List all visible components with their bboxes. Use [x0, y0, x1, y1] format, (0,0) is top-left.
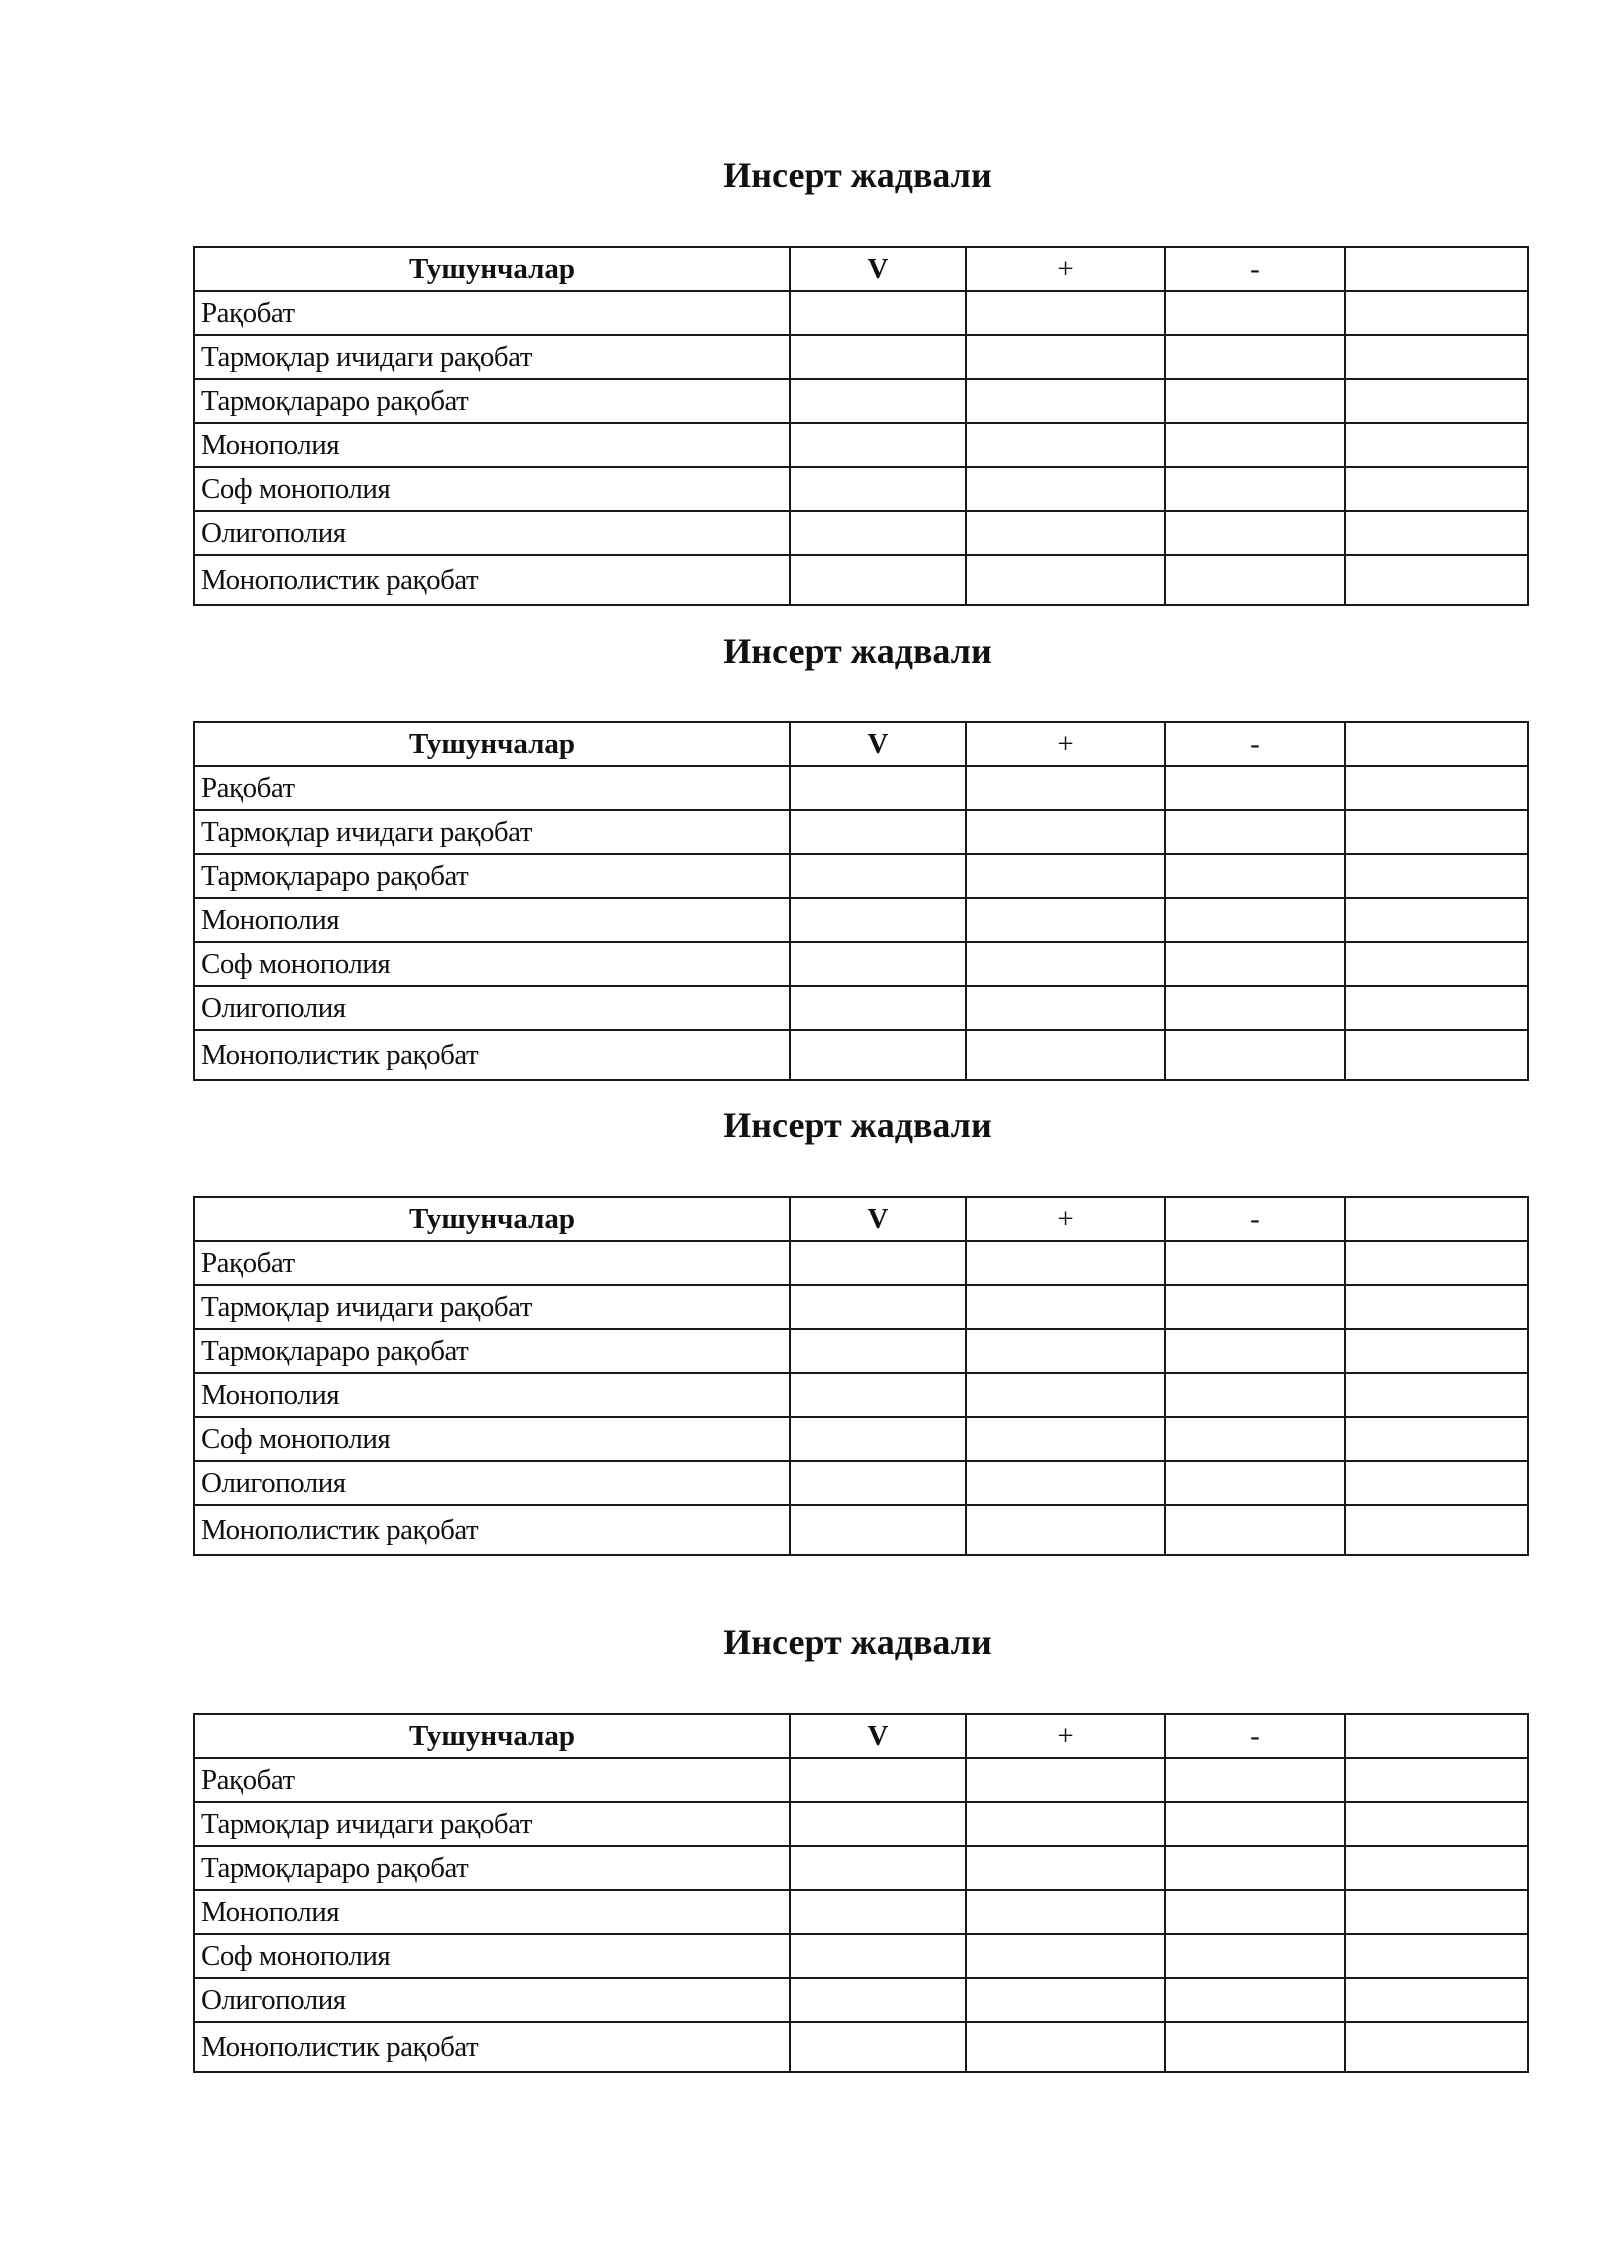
insert-table-title: Инсерт жадвали — [723, 1622, 992, 1662]
table-row — [194, 898, 1528, 942]
header-plus: + — [966, 247, 1165, 291]
insert-table — [193, 721, 1529, 1081]
minus-cell[interactable] — [1165, 1802, 1345, 1846]
minus-cell[interactable] — [1165, 335, 1345, 379]
check-cell[interactable] — [790, 766, 966, 810]
table-row — [194, 379, 1528, 423]
term-cell: Тармоқлар ичидаги рақобат — [194, 810, 790, 854]
check-cell[interactable] — [790, 467, 966, 511]
question-cell[interactable] — [1345, 1241, 1528, 1285]
table-row — [194, 1417, 1528, 1461]
plus-cell[interactable] — [966, 1417, 1165, 1461]
term-cell: Монополистик рақобат — [194, 555, 790, 605]
minus-cell[interactable] — [1165, 854, 1345, 898]
insert-table — [193, 246, 1529, 606]
minus-cell[interactable] — [1165, 1505, 1345, 1555]
term-cell: Тармоқлараро рақобат — [194, 854, 790, 898]
header-question — [1345, 1197, 1528, 1241]
table-row — [194, 1329, 1528, 1373]
plus-cell[interactable] — [966, 511, 1165, 555]
minus-cell[interactable] — [1165, 511, 1345, 555]
insert-table-title: Инсерт жадвали — [723, 1105, 992, 1145]
check-cell[interactable] — [790, 810, 966, 854]
plus-cell[interactable] — [966, 854, 1165, 898]
term-cell: Олигополия — [194, 986, 790, 1030]
plus-cell[interactable] — [966, 1285, 1165, 1329]
header-check: V — [790, 247, 966, 291]
minus-cell[interactable] — [1165, 1241, 1345, 1285]
table-row — [194, 986, 1528, 1030]
term-cell: Монополия — [194, 898, 790, 942]
term-cell: Олигополия — [194, 1978, 790, 2022]
question-cell[interactable] — [1345, 291, 1528, 335]
table-row — [194, 555, 1528, 605]
minus-cell[interactable] — [1165, 1978, 1345, 2022]
check-cell[interactable] — [790, 291, 966, 335]
minus-cell[interactable] — [1165, 1461, 1345, 1505]
insert-table — [193, 1713, 1529, 2073]
check-cell[interactable] — [790, 1285, 966, 1329]
term-cell: Олигополия — [194, 1461, 790, 1505]
check-cell[interactable] — [790, 1505, 966, 1555]
header-question — [1345, 1714, 1528, 1758]
check-cell[interactable] — [790, 2022, 966, 2072]
term-cell: Тармоқлараро рақобат — [194, 1846, 790, 1890]
question-cell[interactable] — [1345, 1461, 1528, 1505]
header-minus: - — [1165, 1714, 1345, 1758]
plus-cell[interactable] — [966, 1505, 1165, 1555]
question-cell[interactable] — [1345, 1030, 1528, 1080]
term-cell: Тармоқлар ичидаги рақобат — [194, 1285, 790, 1329]
question-cell[interactable] — [1345, 1505, 1528, 1555]
term-cell: Соф монополия — [194, 467, 790, 511]
table-header-row — [194, 1714, 1528, 1758]
minus-cell[interactable] — [1165, 291, 1345, 335]
table-row — [194, 1802, 1528, 1846]
question-cell[interactable] — [1345, 423, 1528, 467]
table-row — [194, 511, 1528, 555]
check-cell[interactable] — [790, 1846, 966, 1890]
minus-cell[interactable] — [1165, 1758, 1345, 1802]
question-cell[interactable] — [1345, 1890, 1528, 1934]
term-cell: Монополистик рақобат — [194, 1030, 790, 1080]
plus-cell[interactable] — [966, 1461, 1165, 1505]
header-check: V — [790, 1197, 966, 1241]
plus-cell[interactable] — [966, 1329, 1165, 1373]
plus-cell[interactable] — [966, 335, 1165, 379]
question-cell[interactable] — [1345, 1758, 1528, 1802]
question-cell[interactable] — [1345, 1373, 1528, 1417]
term-cell: Тармоқлараро рақобат — [194, 379, 790, 423]
table-row — [194, 291, 1528, 335]
plus-cell[interactable] — [966, 467, 1165, 511]
question-cell[interactable] — [1345, 1934, 1528, 1978]
question-cell[interactable] — [1345, 511, 1528, 555]
minus-cell[interactable] — [1165, 986, 1345, 1030]
header-plus: + — [966, 1197, 1165, 1241]
header-question — [1345, 247, 1528, 291]
plus-cell[interactable] — [966, 1241, 1165, 1285]
question-cell[interactable] — [1345, 2022, 1528, 2072]
table-row — [194, 1505, 1528, 1555]
plus-cell[interactable] — [966, 1758, 1165, 1802]
check-cell[interactable] — [790, 1241, 966, 1285]
question-cell[interactable] — [1345, 335, 1528, 379]
minus-cell[interactable] — [1165, 898, 1345, 942]
term-cell: Рақобат — [194, 766, 790, 810]
question-cell[interactable] — [1345, 555, 1528, 605]
term-cell: Монополия — [194, 1373, 790, 1417]
term-cell: Рақобат — [194, 291, 790, 335]
table-header-row — [194, 247, 1528, 291]
minus-cell[interactable] — [1165, 1285, 1345, 1329]
check-cell[interactable] — [790, 335, 966, 379]
table-row — [194, 1758, 1528, 1802]
question-cell[interactable] — [1345, 379, 1528, 423]
table-row — [194, 1241, 1528, 1285]
table-row — [194, 1030, 1528, 1080]
header-check: V — [790, 722, 966, 766]
question-cell[interactable] — [1345, 810, 1528, 854]
table-row — [194, 423, 1528, 467]
table-row — [194, 810, 1528, 854]
question-cell[interactable] — [1345, 942, 1528, 986]
check-cell[interactable] — [790, 1890, 966, 1934]
question-cell[interactable] — [1345, 766, 1528, 810]
minus-cell[interactable] — [1165, 1329, 1345, 1373]
question-cell[interactable] — [1345, 986, 1528, 1030]
table-row — [194, 1846, 1528, 1890]
minus-cell[interactable] — [1165, 467, 1345, 511]
plus-cell[interactable] — [966, 942, 1165, 986]
check-cell[interactable] — [790, 1978, 966, 2022]
check-cell[interactable] — [790, 1030, 966, 1080]
header-minus: - — [1165, 722, 1345, 766]
plus-cell[interactable] — [966, 1890, 1165, 1934]
question-cell[interactable] — [1345, 898, 1528, 942]
check-cell[interactable] — [790, 1802, 966, 1846]
check-cell[interactable] — [790, 1417, 966, 1461]
minus-cell[interactable] — [1165, 766, 1345, 810]
term-cell: Олигополия — [194, 511, 790, 555]
minus-cell[interactable] — [1165, 1846, 1345, 1890]
minus-cell[interactable] — [1165, 379, 1345, 423]
table-row — [194, 1978, 1528, 2022]
insert-table-title: Инсерт жадвали — [723, 155, 992, 195]
header-concepts: Тушунчалар — [194, 247, 790, 291]
minus-cell[interactable] — [1165, 1934, 1345, 1978]
check-cell[interactable] — [790, 898, 966, 942]
term-cell: Монополистик рақобат — [194, 2022, 790, 2072]
question-cell[interactable] — [1345, 1329, 1528, 1373]
question-cell[interactable] — [1345, 1285, 1528, 1329]
plus-cell[interactable] — [966, 810, 1165, 854]
header-plus: + — [966, 722, 1165, 766]
header-check: V — [790, 1714, 966, 1758]
minus-cell[interactable] — [1165, 423, 1345, 467]
minus-cell[interactable] — [1165, 1030, 1345, 1080]
plus-cell[interactable] — [966, 1978, 1165, 2022]
table-row — [194, 1934, 1528, 1978]
header-question — [1345, 722, 1528, 766]
table-row — [194, 942, 1528, 986]
plus-cell[interactable] — [966, 1802, 1165, 1846]
check-cell[interactable] — [790, 1934, 966, 1978]
term-cell: Рақобат — [194, 1241, 790, 1285]
plus-cell[interactable] — [966, 423, 1165, 467]
table-header-row — [194, 722, 1528, 766]
check-cell[interactable] — [790, 1758, 966, 1802]
plus-cell[interactable] — [966, 1373, 1165, 1417]
plus-cell[interactable] — [966, 291, 1165, 335]
table-row — [194, 1890, 1528, 1934]
check-cell[interactable] — [790, 1461, 966, 1505]
plus-cell[interactable] — [966, 1934, 1165, 1978]
term-cell: Соф монополия — [194, 1934, 790, 1978]
table-row — [194, 2022, 1528, 2072]
check-cell[interactable] — [790, 379, 966, 423]
plus-cell[interactable] — [966, 898, 1165, 942]
insert-table-title: Инсерт жадвали — [723, 631, 992, 671]
check-cell[interactable] — [790, 555, 966, 605]
term-cell: Соф монополия — [194, 1417, 790, 1461]
term-cell: Тармоқлараро рақобат — [194, 1329, 790, 1373]
plus-cell[interactable] — [966, 379, 1165, 423]
term-cell: Монополия — [194, 1890, 790, 1934]
header-plus: + — [966, 1714, 1165, 1758]
header-concepts: Тушунчалар — [194, 1197, 790, 1241]
check-cell[interactable] — [790, 1373, 966, 1417]
table-row — [194, 1373, 1528, 1417]
question-cell[interactable] — [1345, 1802, 1528, 1846]
header-concepts: Тушунчалар — [194, 1714, 790, 1758]
minus-cell[interactable] — [1165, 555, 1345, 605]
term-cell: Монополистик рақобат — [194, 1505, 790, 1555]
table-row — [194, 1285, 1528, 1329]
minus-cell[interactable] — [1165, 810, 1345, 854]
term-cell: Соф монополия — [194, 942, 790, 986]
check-cell[interactable] — [790, 511, 966, 555]
table-row — [194, 335, 1528, 379]
table-row — [194, 1461, 1528, 1505]
minus-cell[interactable] — [1165, 2022, 1345, 2072]
plus-cell[interactable] — [966, 2022, 1165, 2072]
header-minus: - — [1165, 1197, 1345, 1241]
term-cell: Тармоқлар ичидаги рақобат — [194, 335, 790, 379]
question-cell[interactable] — [1345, 854, 1528, 898]
question-cell[interactable] — [1345, 1978, 1528, 2022]
term-cell: Монополия — [194, 423, 790, 467]
plus-cell[interactable] — [966, 766, 1165, 810]
check-cell[interactable] — [790, 986, 966, 1030]
minus-cell[interactable] — [1165, 1890, 1345, 1934]
header-concepts: Тушунчалар — [194, 722, 790, 766]
minus-cell[interactable] — [1165, 1417, 1345, 1461]
table-row — [194, 766, 1528, 810]
question-cell[interactable] — [1345, 467, 1528, 511]
plus-cell[interactable] — [966, 1846, 1165, 1890]
header-minus: - — [1165, 247, 1345, 291]
table-row — [194, 467, 1528, 511]
minus-cell[interactable] — [1165, 942, 1345, 986]
insert-table — [193, 1196, 1529, 1556]
check-cell[interactable] — [790, 942, 966, 986]
table-row — [194, 854, 1528, 898]
check-cell[interactable] — [790, 423, 966, 467]
question-cell[interactable] — [1345, 1417, 1528, 1461]
plus-cell[interactable] — [966, 555, 1165, 605]
check-cell[interactable] — [790, 1329, 966, 1373]
plus-cell[interactable] — [966, 1030, 1165, 1080]
check-cell[interactable] — [790, 854, 966, 898]
table-header-row — [194, 1197, 1528, 1241]
plus-cell[interactable] — [966, 986, 1165, 1030]
term-cell: Тармоқлар ичидаги рақобат — [194, 1802, 790, 1846]
term-cell: Рақобат — [194, 1758, 790, 1802]
minus-cell[interactable] — [1165, 1373, 1345, 1417]
question-cell[interactable] — [1345, 1846, 1528, 1890]
